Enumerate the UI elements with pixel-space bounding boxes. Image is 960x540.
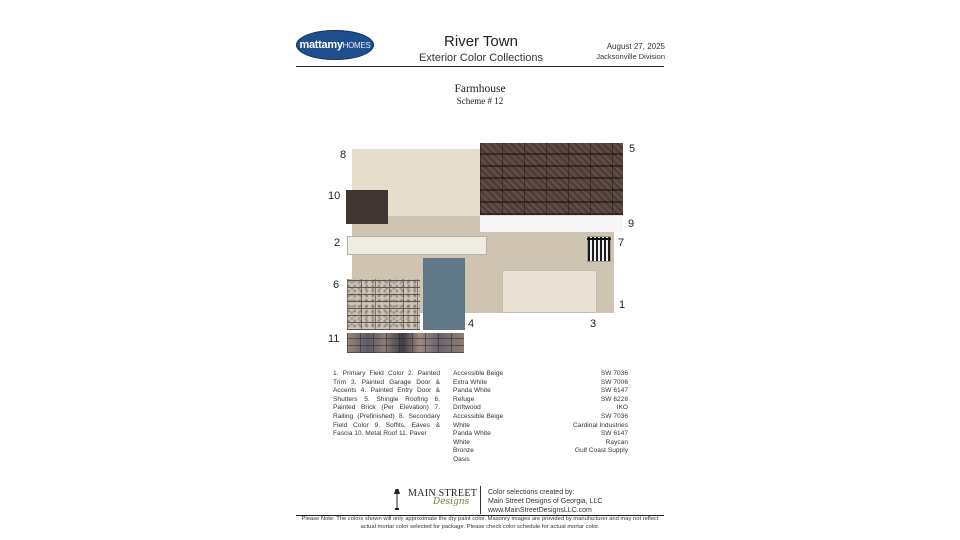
header-divider — [296, 66, 664, 67]
scheme-number: Scheme # 12 — [456, 96, 504, 106]
lamp-post-icon — [394, 488, 400, 510]
legend-color-code: SW 7036 — [600, 412, 628, 420]
swatch-number-9: 9 — [628, 218, 635, 230]
legend-color-code: Gulf Coast Supply — [574, 447, 628, 455]
credit-block — [488, 488, 602, 515]
swatch-painted-trim — [347, 236, 487, 255]
swatch-number-6: 6 — [333, 279, 340, 291]
legend-color-name: Accessible Beige — [453, 370, 504, 377]
swatch-number-3: 3 — [590, 318, 597, 330]
main-street-logo-text: MAIN STREET — [408, 488, 478, 499]
collection-subtitle: Exterior Color Collections — [418, 52, 544, 64]
document-date: August 27, 2025 — [606, 42, 665, 51]
legend-color-name: White — [453, 421, 470, 429]
legend-color-name: White — [453, 438, 470, 446]
legend-color-code: SW 6147 — [600, 430, 628, 438]
legend-color-name: Extra White — [453, 378, 488, 386]
legend-color-names — [453, 370, 543, 465]
legend-color-name: Panda White — [453, 387, 491, 395]
swatch-number-1: 1 — [619, 299, 626, 311]
legend-color-code: SW 6147 — [600, 387, 628, 395]
swatch-entry-door-shutters — [423, 258, 465, 330]
swatch-paver — [347, 333, 464, 353]
legend-description: 1. Primary Field Color 2. Painted Trim 3. Painted Garage Door & Accents 4. Painted Entry Door & Shutters 5. Shingle Roofing 6. Painted Brick (Per Elevation) 7. Railing (Prefinished) 8. Secondary Field Color 9. Soffits, Eaves & Fascia 10. Metal Roof 11. Paver — [333, 370, 440, 438]
credit-website: www.MainStreetDesignsLLC.com — [488, 507, 592, 514]
legend-color-name: Panda White — [453, 430, 491, 438]
disclaimer-note: Please Note: The colors shown will only approximate the dry paint color. Masonry images are provided by manufacturer and may not reflect actual mortar color selected for package. Please check color schedule for actual mortar color. — [301, 516, 659, 530]
credit-line: Color selections created by: — [488, 489, 575, 496]
swatch-number-8: 8 — [340, 149, 347, 161]
swatch-number-4: 4 — [468, 318, 475, 330]
swatch-garage-door — [502, 270, 597, 313]
scheme-name: Farmhouse — [454, 83, 506, 95]
legend-color-name: Refuge — [453, 395, 475, 403]
legend-color-name: Bronze — [453, 447, 474, 455]
main-street-logo-script: Designs — [433, 497, 470, 507]
swatch-number-11: 11 — [328, 333, 340, 345]
legend-color-code: Raycan — [605, 438, 628, 446]
credit-company: Main Street Designs of Georgia, LLC — [488, 498, 603, 505]
swatch-soffits-eaves-fascia — [480, 215, 623, 232]
legend-color-code: SW 7036 — [600, 370, 628, 377]
swatch-shingle-roofing — [480, 143, 623, 215]
legend-color-name: Driftwood — [453, 404, 481, 412]
swatch-number-2: 2 — [334, 237, 341, 249]
mattamy-homes-logo — [296, 30, 374, 60]
legend-color-name: Accessible Beige — [453, 412, 504, 420]
legend-color-name: Oasis — [453, 455, 470, 463]
swatch-painted-brick — [347, 279, 420, 330]
legend-color-code: IKO — [616, 404, 628, 412]
swatch-number-10: 10 — [328, 190, 341, 202]
railing-top-rail — [587, 238, 611, 240]
credit-divider — [480, 486, 481, 514]
legend-color-code: SW 7006 — [600, 378, 628, 386]
legend-color-codes — [540, 370, 628, 456]
swatch-metal-roof — [346, 190, 388, 224]
legend-color-code: Cardinal Industries — [573, 421, 628, 429]
community-title: River Town — [444, 33, 518, 50]
swatch-number-7: 7 — [618, 237, 625, 249]
division-label: Jacksonville Division — [596, 52, 665, 61]
logo-suffix-text: HOMES — [342, 41, 371, 50]
logo-brand-text: mattamy — [299, 39, 343, 51]
swatch-number-5: 5 — [629, 143, 636, 155]
legend-color-code: SW 6228 — [600, 395, 628, 403]
